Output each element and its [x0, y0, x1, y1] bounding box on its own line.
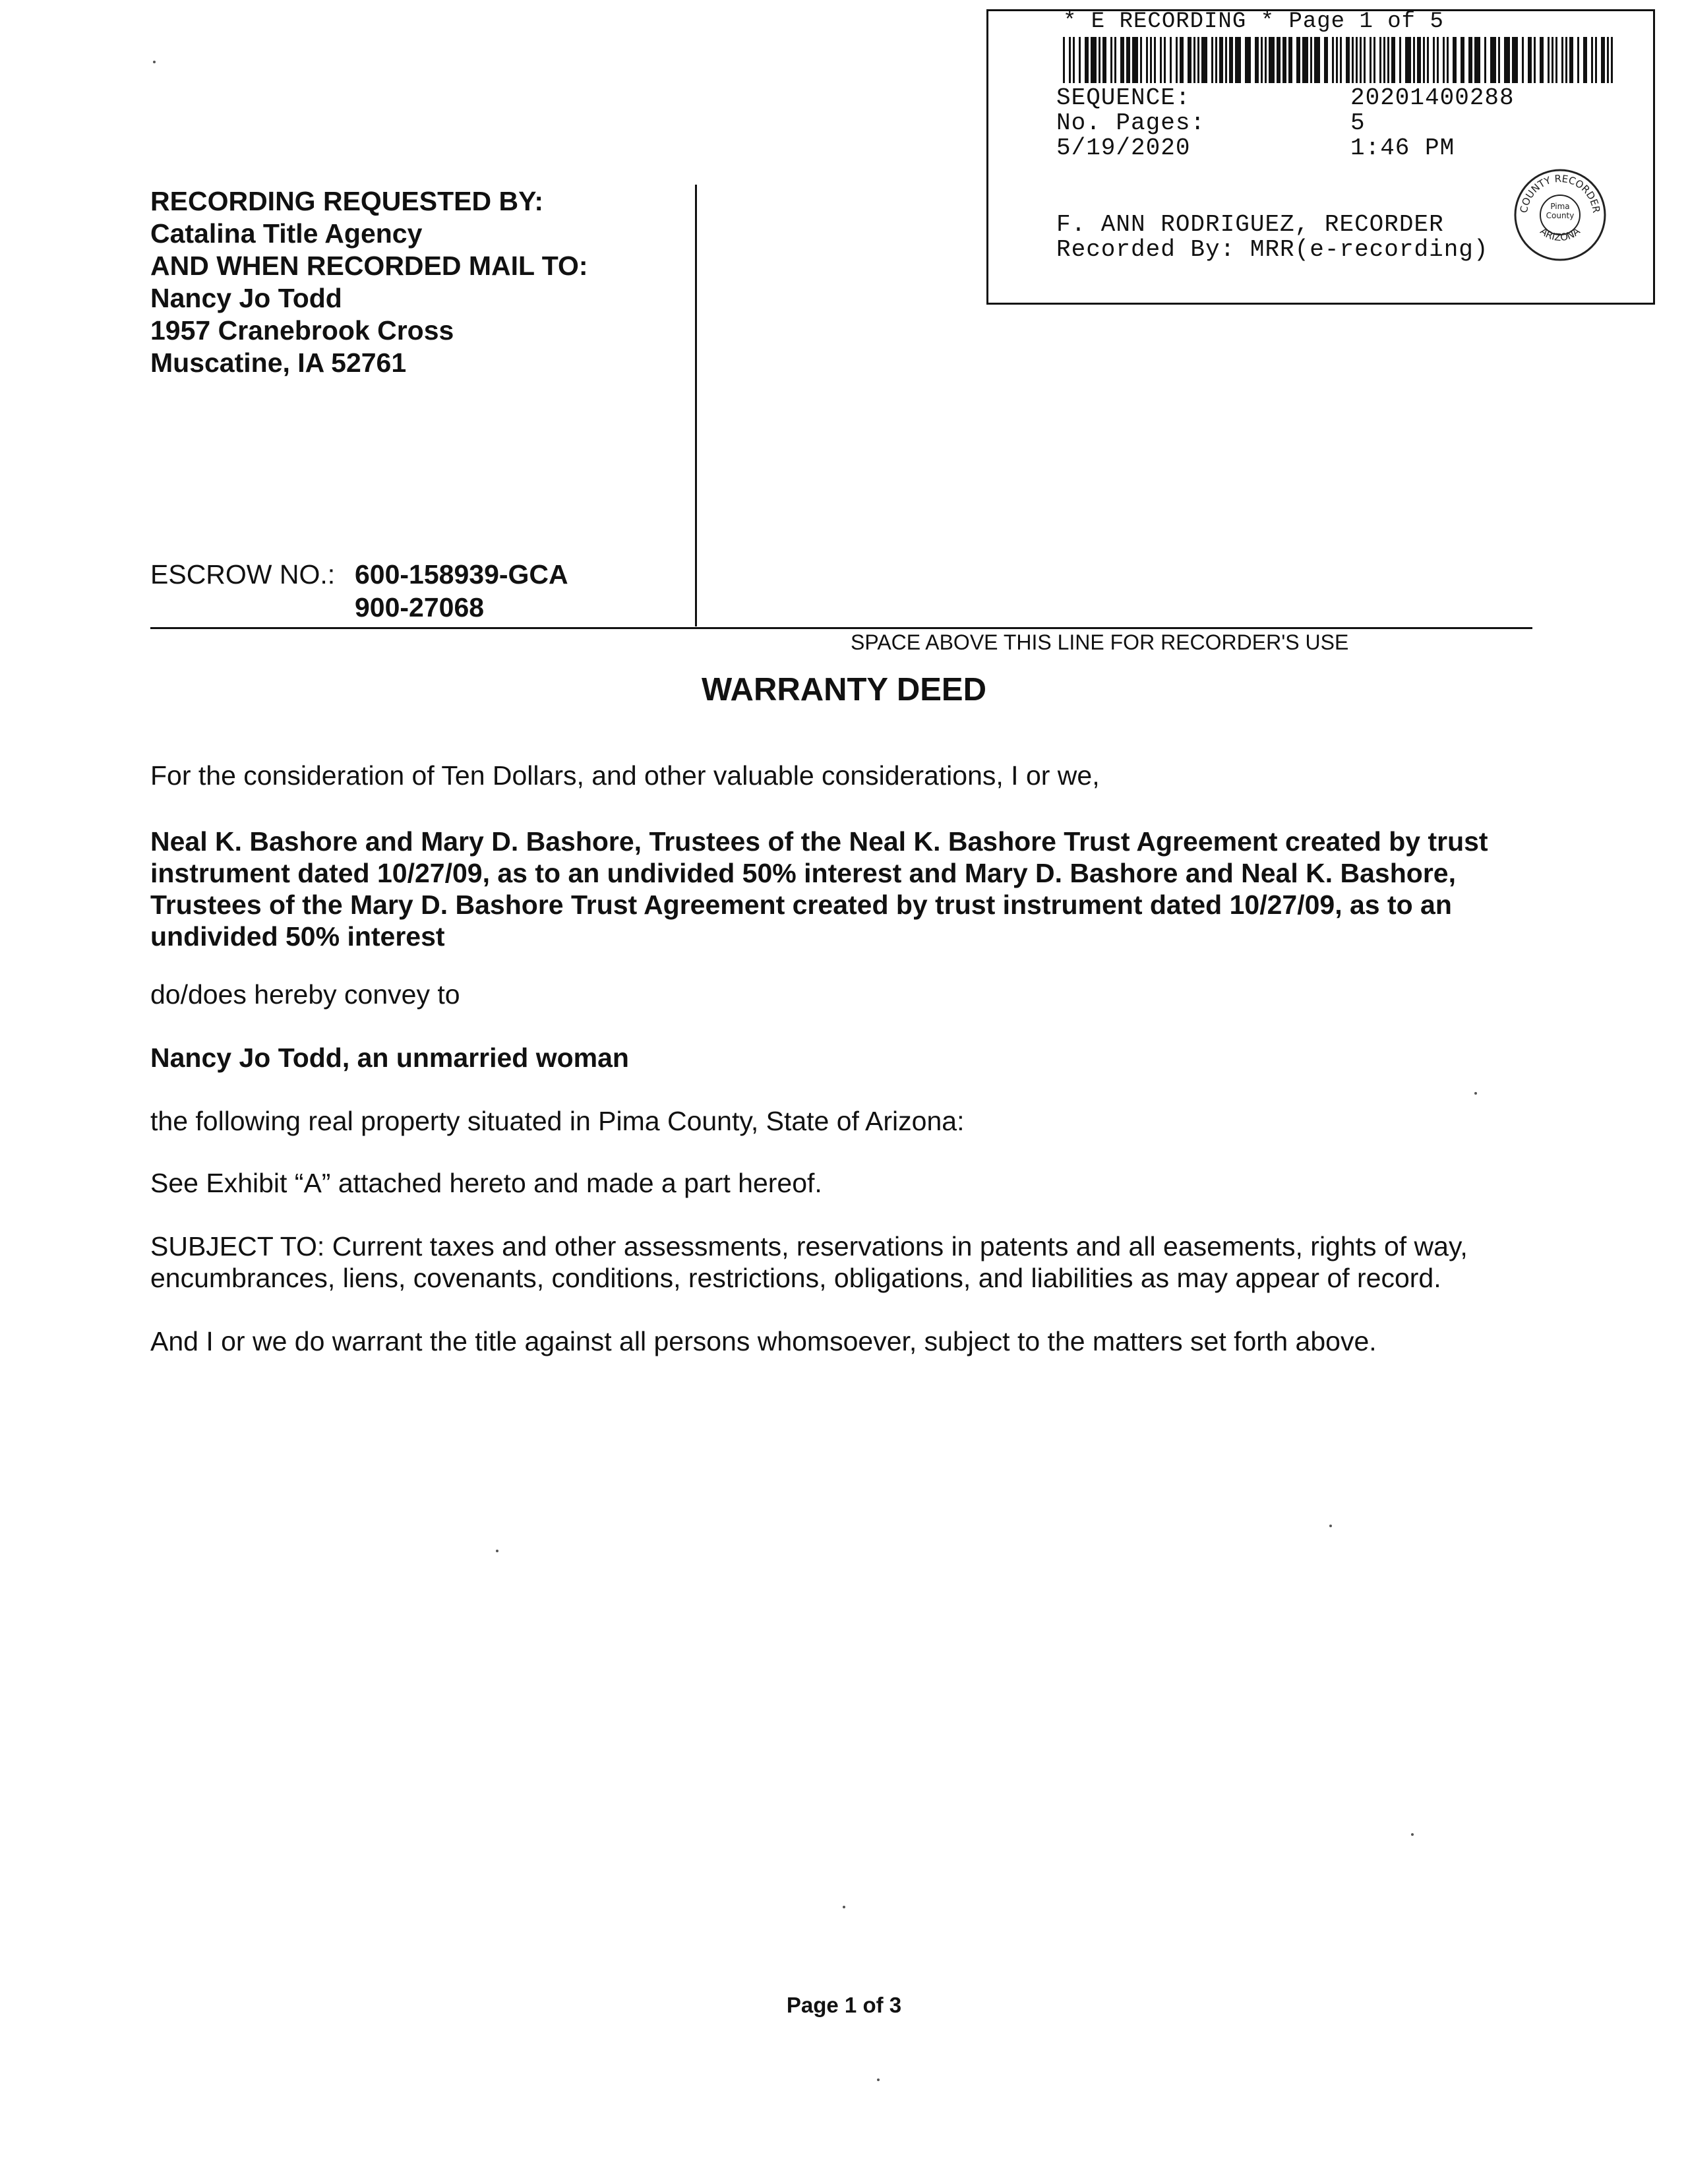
recording-header: * E RECORDING * Page 1 of 5: [1063, 9, 1444, 34]
barcode-bar: [1474, 37, 1480, 83]
barcode-bar: [1235, 37, 1241, 83]
barcode-bar: [1245, 37, 1251, 83]
barcode-bar: [1277, 37, 1281, 83]
barcode-bar: [1504, 37, 1510, 83]
barcode-bar: [1164, 37, 1166, 83]
barcode-bar: [1427, 37, 1429, 83]
barcode-bar: [1433, 37, 1435, 83]
barcode-bar: [1296, 37, 1300, 83]
barcode-bar: [1383, 37, 1385, 83]
barcode-bar: [1387, 37, 1389, 83]
barcode-bar: [1114, 37, 1116, 83]
barcode-bar: [1091, 37, 1097, 83]
barcode: [1062, 37, 1614, 83]
exhibit-paragraph: See Exhibit “A” attached hereto and made a part hereof.: [150, 1168, 822, 1198]
barcode-bar: [1211, 37, 1213, 83]
barcode-bar: [1154, 37, 1156, 83]
barcode-bar: [1379, 37, 1381, 83]
requesting-agency: Catalina Title Agency: [150, 218, 423, 249]
pages-label: No. Pages:: [1056, 109, 1206, 136]
barcode-bar: [1150, 37, 1152, 83]
barcode-bar: [1534, 37, 1536, 83]
sequence-value: 20201400288: [1350, 84, 1515, 111]
barcode-bar: [1102, 37, 1106, 83]
barcode-bar: [1405, 37, 1411, 83]
barcode-bar: [1443, 37, 1445, 83]
barcode-bar: [1601, 37, 1605, 83]
barcode-bar: [1215, 37, 1217, 83]
barcode-bar: [1069, 37, 1071, 83]
subject-to-paragraph: SUBJECT TO: Current taxes and other assessments, reservations in patents and all easements, rights of way, encumbrances, liens, covenants, conditions, restrictions, obligations, and liabilities as may appear of record.: [150, 1231, 1468, 1293]
pages-value: 5: [1350, 109, 1366, 136]
barcode-bar: [1569, 37, 1573, 83]
barcode-bar: [1170, 37, 1172, 83]
scan-speck: [496, 1550, 498, 1552]
scan-speck: [153, 61, 156, 63]
scan-speck: [1411, 1833, 1414, 1836]
mail-to-city: Muscatine, IA 52761: [150, 348, 407, 378]
barcode-bar: [1522, 37, 1524, 83]
barcode-bar: [1583, 37, 1587, 83]
recorder-name: F. ANN RODRIGUEZ, RECORDER: [1056, 211, 1444, 238]
barcode-bar: [1417, 37, 1421, 83]
seal-top-text: COUNTY RECORDER: [1517, 172, 1603, 214]
seal-bottom-text: ARIZONA: [1538, 225, 1582, 244]
barcode-bar: [1225, 37, 1227, 83]
barcode-bar: [1577, 37, 1579, 83]
barcode-bar: [1595, 37, 1597, 83]
sequence-label: SEQUENCE:: [1056, 84, 1191, 111]
convey-paragraph: do/does hereby convey to: [150, 979, 460, 1010]
barcode-bar: [1282, 37, 1286, 83]
barcode-bar: [1490, 37, 1496, 83]
barcode-bar: [1437, 37, 1439, 83]
barcode-bar: [1324, 37, 1328, 83]
warranty-paragraph: And I or we do warrant the title against all persons whomsoever, subject to the matters set forth above.: [150, 1326, 1377, 1356]
barcode-bar: [1229, 37, 1233, 83]
barcode-bar: [1498, 37, 1500, 83]
barcode-bar: [1591, 37, 1593, 83]
barcode-bar: [1340, 37, 1342, 83]
barcode-bar: [1561, 37, 1563, 83]
barcode-bar: [1555, 37, 1557, 83]
barcode-bar: [1110, 37, 1112, 83]
barcode-bar: [1085, 37, 1089, 83]
barcode-bar: [1197, 37, 1199, 83]
document-title: WARRANTY DEED: [702, 672, 986, 708]
barcode-bar: [1512, 37, 1518, 83]
barcode-bar: [1423, 37, 1425, 83]
barcode-bar: [1201, 37, 1207, 83]
recorded-by: Recorded By: MRR(e-recording): [1056, 236, 1489, 263]
scan-speck: [1474, 1092, 1477, 1095]
barcode-bar: [1188, 37, 1191, 83]
barcode-bar: [1140, 37, 1142, 83]
barcode-bar: [1302, 37, 1308, 83]
mail-to-name: Nancy Jo Todd: [150, 283, 342, 313]
barcode-bar: [1373, 37, 1375, 83]
recorder-space-line: [150, 627, 1532, 629]
barcode-bar: [1540, 37, 1544, 83]
barcode-bar: [1565, 37, 1567, 83]
mail-to-street: 1957 Cranebrook Cross: [150, 315, 454, 346]
barcode-bar: [1288, 37, 1292, 83]
scan-speck: [1329, 1525, 1332, 1527]
barcode-bar: [1132, 37, 1138, 83]
scan-speck: [843, 1906, 845, 1908]
record-date: 5/19/2020: [1056, 135, 1191, 162]
consideration-paragraph: For the consideration of Ten Dollars, and other valuable considerations, I or we,: [150, 760, 1100, 791]
barcode-bar: [1314, 37, 1320, 83]
barcode-bar: [1193, 37, 1195, 83]
recorder-space-note: SPACE ABOVE THIS LINE FOR RECORDER'S USE: [851, 630, 1349, 654]
barcode-bar: [1611, 37, 1613, 83]
barcode-bar: [1336, 37, 1338, 83]
barcode-bar: [1413, 37, 1415, 83]
barcode-bar: [1468, 37, 1472, 83]
barcode-bar: [1484, 37, 1486, 83]
barcode-bar: [1146, 37, 1148, 83]
barcode-bar: [1176, 37, 1178, 83]
page-number: Page 1 of 3: [786, 1993, 902, 2017]
barcode-bar: [1346, 37, 1350, 83]
barcode-bar: [1356, 37, 1358, 83]
barcode-bar: [1073, 37, 1075, 83]
barcode-bar: [1391, 37, 1395, 83]
barcode-bar: [1332, 37, 1334, 83]
barcode-bar: [1255, 37, 1259, 83]
barcode-bar: [1120, 37, 1124, 83]
recording-requested-label: RECORDING REQUESTED BY:: [150, 186, 544, 216]
grantee-paragraph: Nancy Jo Todd, an unmarried woman: [150, 1043, 629, 1073]
barcode-bar: [1261, 37, 1263, 83]
barcode-bar: [1360, 37, 1362, 83]
barcode-bar: [1219, 37, 1223, 83]
escrow-label: ESCROW NO.:: [150, 559, 336, 590]
mail-to-label: AND WHEN RECORDED MAIL TO:: [150, 251, 588, 281]
county-recorder-seal: [1513, 167, 1608, 262]
property-paragraph: the following real property situated in Pima County, State of Arizona:: [150, 1106, 965, 1136]
barcode-bar: [1063, 37, 1065, 83]
seal-center-text: Pima County: [1546, 202, 1575, 220]
barcode-bar: [1370, 37, 1372, 83]
barcode-bar: [1079, 37, 1081, 83]
scan-speck: [877, 2078, 880, 2081]
barcode-bar: [1552, 37, 1553, 83]
barcode-bar: [1126, 37, 1130, 83]
barcode-bar: [1528, 37, 1532, 83]
barcode-bar: [1447, 37, 1449, 83]
barcode-bar: [1548, 37, 1550, 83]
barcode-bar: [1352, 37, 1354, 83]
barcode-bar: [1099, 37, 1100, 83]
escrow-number-secondary: 900-27068: [355, 592, 485, 622]
grantors-paragraph: Neal K. Bashore and Mary D. Bashore, Trustees of the Neal K. Bashore Trust Agreement created by trust instrument dated 10/27/09, as to an undivided 50% interest and Mary D. Bashore and Neal K. Bashore, Trustees of the Mary D. Bashore Trust Agreement created by trust instrument dated 10/27/09, as to an undivided 50% interest: [150, 826, 1488, 952]
barcode-bar: [1160, 37, 1162, 83]
vertical-divider: [695, 185, 697, 626]
barcode-bar: [1607, 37, 1609, 83]
barcode-bar: [1310, 37, 1312, 83]
record-time: 1:46 PM: [1350, 135, 1455, 162]
barcode-bar: [1180, 37, 1184, 83]
barcode-bar: [1265, 37, 1267, 83]
barcode-bar: [1453, 37, 1457, 83]
barcode-bar: [1364, 37, 1366, 83]
barcode-bar: [1399, 37, 1401, 83]
barcode-bar: [1269, 37, 1275, 83]
escrow-number-primary: 600-158939-GCA: [355, 559, 568, 590]
barcode-bar: [1461, 37, 1464, 83]
